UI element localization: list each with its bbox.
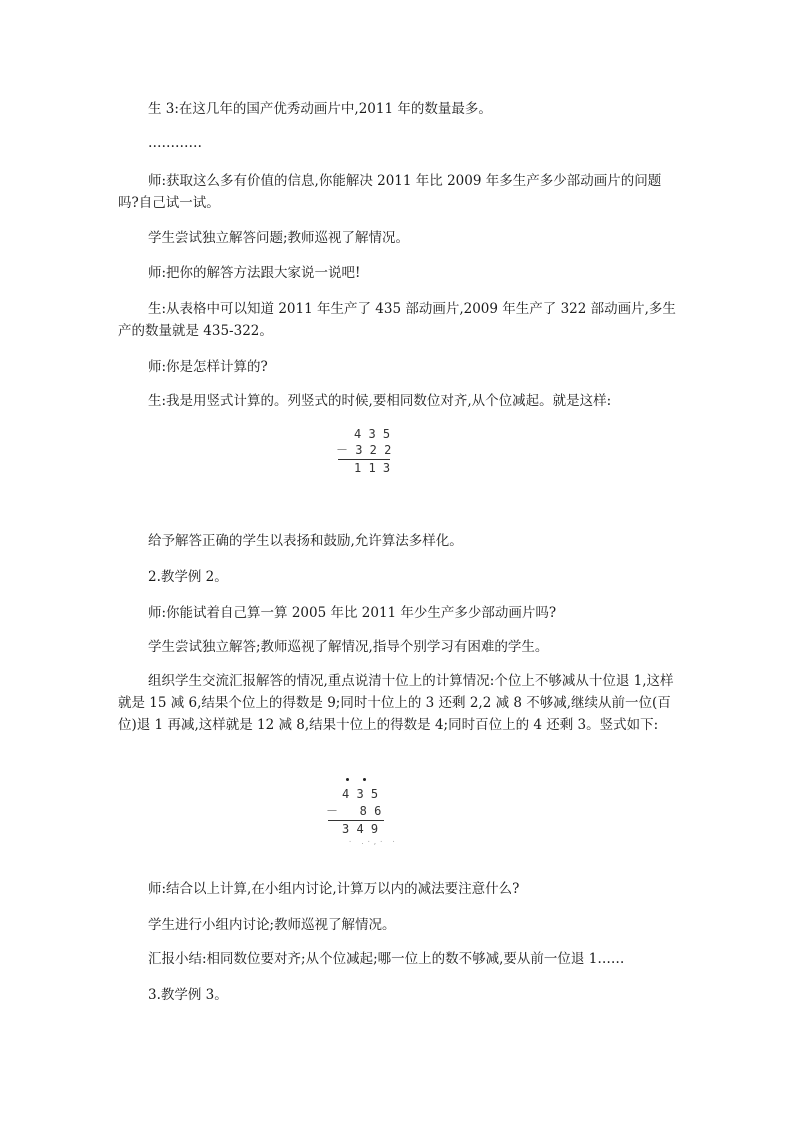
- paragraph-teacher-discuss: 师:结合以上计算,在小组内讨论,计算万以内的减法要注意什么?: [148, 881, 520, 897]
- vertical-subtraction-1: [336, 426, 396, 478]
- paragraph-group-discuss: 学生进行小组内讨论;教师巡视了解情况。: [148, 917, 396, 933]
- scan-artifact: · .·,· ·: [348, 838, 398, 846]
- minuend: 4 3 5: [342, 787, 379, 801]
- subtrahend: － 8 6: [326, 804, 382, 818]
- paragraph-teacher-question: 师:获取这么多有价值的信息,你能解决 2011 年比 2009 年多生产多少部动画片的问题吗?自己试一试。: [118, 173, 662, 211]
- paragraph-praise: 给予解答正确的学生以表扬和鼓励,允许算法多样化。: [148, 533, 463, 549]
- vertical-subtraction-2: [326, 776, 406, 850]
- paragraph-student-vertical: 生:我是用竖式计算的。列竖式的时候,要相同数位对齐,从个位减起。就是这样:: [148, 393, 612, 409]
- paragraph-example3: 3.教学例 3。: [148, 987, 228, 1003]
- paragraph-student3: 生 3:在这几年的国产优秀动画片中,2011 年的数量最多。: [148, 101, 492, 117]
- subtrahend: － 3 2 2: [336, 443, 392, 457]
- paragraph-teacher-share: 师:把你的解答方法跟大家说一说吧!: [148, 265, 361, 281]
- result: 3 4 9: [342, 822, 379, 836]
- paragraph-student-answer: 生:从表格中可以知道 2011 年生产了 435 部动画片,2009 年生产了 322 部动画片,多生产的数量就是 435-322。: [118, 301, 676, 339]
- minuend: 4 3 5: [354, 427, 391, 441]
- paragraph-student-try2: 学生尝试独立解答;教师巡视了解情况,指导个别学习有困难的学生。: [148, 639, 549, 655]
- paragraph-teacher-2005: 师:你能试着自己算一算 2005 年比 2011 年少生产多少部动画片吗?: [148, 605, 557, 621]
- paragraph-student-try: 学生尝试独立解答问题;教师巡视了解情况。: [148, 230, 410, 246]
- borrow-dot: [363, 778, 366, 781]
- paragraph-teacher-how: 师:你是怎样计算的?: [148, 359, 268, 375]
- borrow-dot: [346, 778, 349, 781]
- result: 1 1 3: [354, 461, 391, 475]
- paragraph-report: 组织学生交流汇报解答的情况,重点说清十位上的计算情况:个位上不够减从十位退 1,这样就是 15 减 6,结果个位上的得数是 9;同时十位上的 3 还剩 2,2 减 8 不够减,继续从前一位(百位)退 1 再减,这样就是 12 减 8,结果十位上的得数是 4;同时百位上的 4 还剩 3。竖式如下:: [118, 673, 674, 733]
- paragraph-ellipsis: …………: [148, 135, 202, 151]
- paragraph-example2: 2.教学例 2。: [148, 569, 228, 585]
- paragraph-summary: 汇报小结:相同数位要对齐;从个位减起;哪一位上的数不够减,要从前一位退 1……: [148, 951, 625, 967]
